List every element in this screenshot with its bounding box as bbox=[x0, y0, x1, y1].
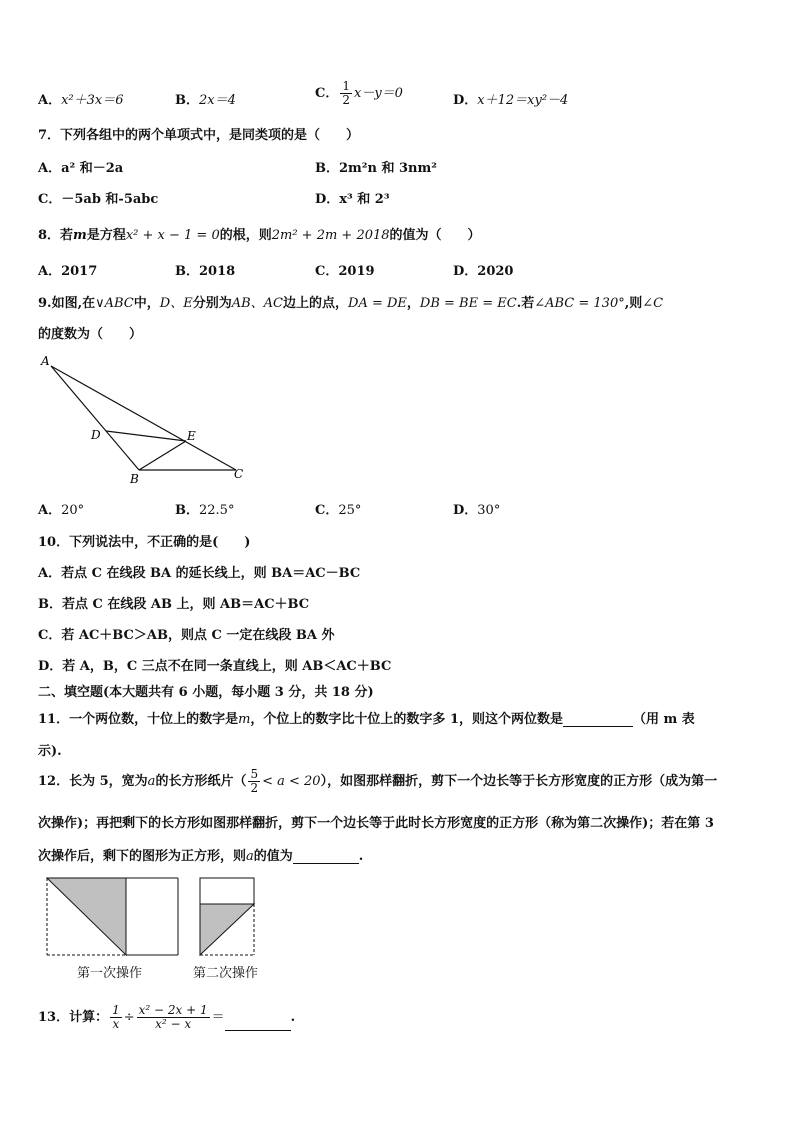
point-label-d: D bbox=[91, 428, 101, 442]
q8-option-a: A．2017 bbox=[38, 264, 98, 279]
point-label-b: B bbox=[130, 472, 139, 486]
fraction-denominator: 2 bbox=[250, 781, 259, 796]
text: ,则 bbox=[624, 296, 643, 311]
folded-triangle bbox=[200, 904, 254, 955]
option-label: A． bbox=[38, 93, 62, 108]
option-label: D． bbox=[453, 93, 478, 108]
q13-stem bbox=[38, 1004, 295, 1031]
fraction bbox=[110, 1004, 122, 1031]
math-expr: DB = BE = EC bbox=[419, 296, 517, 311]
q6-option-d bbox=[453, 89, 568, 108]
q6-option-a bbox=[38, 89, 124, 108]
text: . bbox=[358, 849, 364, 864]
q10-stem: 10．下列说法中，不正确的是( ) bbox=[38, 535, 251, 550]
answer-blank[interactable] bbox=[293, 848, 359, 864]
fraction-denominator: x bbox=[112, 1017, 120, 1032]
answer-blank[interactable] bbox=[563, 711, 633, 727]
fraction-denominator: x² − x bbox=[155, 1017, 192, 1032]
math-expr: D、E bbox=[159, 296, 193, 311]
math-expr: x² + x − 1 = 0 bbox=[125, 228, 220, 243]
q6-option-b bbox=[175, 89, 236, 108]
caption-second-operation: 第二次操作 bbox=[193, 966, 259, 981]
math-expr: AB、AC bbox=[231, 296, 283, 311]
math-expr: ∨ABC bbox=[95, 296, 134, 311]
q9-option-c bbox=[315, 499, 361, 518]
q10-option-d: D．若 A，B，C 三点不在同一条直线上，则 AB＜AC＋BC bbox=[38, 659, 392, 674]
text: 的值为 bbox=[253, 849, 293, 864]
math-expr: DA = DE bbox=[348, 296, 407, 311]
option-expr: x＋12＝xy²－4 bbox=[477, 93, 569, 108]
option-value: 22.5° bbox=[199, 503, 235, 518]
segment-be bbox=[139, 441, 186, 470]
math-var: a bbox=[246, 849, 254, 864]
q9-stem-line2: 的度数为（ ） bbox=[38, 327, 143, 342]
text: 9.如图,在 bbox=[38, 296, 96, 311]
q7-option-c: C．－5ab 和-5abc bbox=[38, 192, 159, 207]
q7-option-a: A．a² 和－2a bbox=[38, 161, 124, 176]
q11-stem-line2: 示). bbox=[38, 744, 62, 759]
caption-first-operation: 第一次操作 bbox=[77, 966, 143, 981]
text: 11．一个两位数，十位上的数字是 bbox=[38, 712, 239, 727]
math-operator: ÷ bbox=[123, 1010, 135, 1026]
text: ，个位上的数字比十位上的数字多 1，则这个两位数是 bbox=[250, 712, 563, 727]
q9-option-a bbox=[38, 499, 84, 518]
option-label: B． bbox=[175, 93, 199, 108]
folded-triangle bbox=[47, 878, 126, 955]
text: 次操作后，剩下的图形为正方形，则 bbox=[38, 849, 247, 864]
q9-option-d bbox=[453, 499, 500, 518]
math-var: a bbox=[147, 774, 156, 790]
fraction-numerator: x² − 2x + 1 bbox=[138, 1003, 208, 1017]
q12-stem-line3 bbox=[38, 845, 363, 864]
math-expr: ∠C bbox=[642, 296, 664, 311]
option-expr: x－y＝0 bbox=[354, 86, 403, 102]
option-value: 25° bbox=[338, 503, 362, 518]
math-expr: < a < 20 bbox=[262, 774, 321, 790]
first-operation-figure bbox=[44, 875, 184, 957]
fraction bbox=[248, 768, 260, 795]
q11-stem-line1 bbox=[38, 708, 695, 727]
option-expr: x²＋3x＝6 bbox=[61, 93, 124, 108]
math-var: m bbox=[238, 712, 251, 727]
q10-option-c: C．若 AC＋BC＞AB，则点 C 一定在线段 BA 外 bbox=[38, 628, 335, 643]
text: （用 m 表 bbox=[633, 712, 695, 727]
segment-de bbox=[106, 431, 186, 441]
second-operation-figure bbox=[197, 875, 259, 957]
option-label: A． bbox=[38, 503, 62, 518]
fraction-numerator: 1 bbox=[112, 1003, 120, 1017]
point-label-a: A bbox=[41, 354, 50, 368]
q8-option-b: B．2018 bbox=[175, 264, 236, 279]
q6-option-c bbox=[315, 80, 403, 107]
q9-stem-line1 bbox=[38, 292, 663, 311]
text: ， bbox=[406, 296, 420, 311]
math-operator: ＝ bbox=[211, 1010, 225, 1026]
text: 分别为 bbox=[192, 296, 232, 311]
text: .若 bbox=[516, 296, 535, 311]
text: 8．若 bbox=[38, 228, 74, 243]
fraction-numerator: 1 bbox=[342, 79, 350, 93]
option-label: D． bbox=[453, 503, 478, 518]
q10-option-a: A．若点 C 在线段 BA 的延长线上，则 BA＝AC－BC bbox=[38, 566, 361, 581]
q8-option-c: C．2019 bbox=[315, 264, 375, 279]
answer-blank[interactable] bbox=[225, 1015, 291, 1031]
option-value: 20° bbox=[61, 503, 85, 518]
text: ），如图那样翻折，剪下一个边长等于长方形宽度的正方形（成为第一 bbox=[320, 774, 718, 790]
option-value: 30° bbox=[477, 503, 501, 518]
text: 13．计算： bbox=[38, 1010, 109, 1026]
math-expr: 2m² + 2m + 2018 bbox=[271, 228, 390, 243]
q7-option-d: D．x³ 和 2³ bbox=[315, 192, 390, 207]
text: 边上的点， bbox=[283, 296, 349, 311]
q9-triangle-figure bbox=[36, 352, 256, 487]
q7-stem: 7．下列各组中的两个单项式中，是同类项的是（ ） bbox=[38, 128, 360, 143]
fraction bbox=[137, 1004, 210, 1031]
q8-option-d: D．2020 bbox=[453, 264, 514, 279]
option-label: B． bbox=[175, 503, 199, 518]
segment-ac bbox=[51, 366, 236, 470]
segment-ab bbox=[51, 366, 139, 470]
text: 的长方形纸片（ bbox=[155, 774, 247, 790]
math-var: m bbox=[73, 228, 87, 243]
text: 中， bbox=[133, 296, 160, 311]
text: 12．长为 5，宽为 bbox=[38, 774, 148, 790]
q10-option-b: B．若点 C 在线段 AB 上，则 AB＝AC＋BC bbox=[38, 597, 310, 612]
text: 的值为（ ） bbox=[389, 228, 481, 243]
q9-option-b bbox=[175, 499, 234, 518]
q7-option-b: B．2m²n 和 3nm² bbox=[315, 161, 437, 176]
fraction-numerator: 5 bbox=[250, 767, 259, 781]
option-label: C． bbox=[315, 503, 339, 518]
section-heading: 二、填空题(本大题共有 6 小题，每小题 3 分，共 18 分) bbox=[38, 685, 374, 700]
text: . bbox=[290, 1010, 296, 1026]
math-expr: ∠ABC = 130° bbox=[534, 296, 625, 311]
q8-stem bbox=[38, 224, 481, 243]
fraction-denominator: 2 bbox=[342, 93, 350, 108]
q12-stem-line1 bbox=[38, 768, 717, 795]
text: 是方程 bbox=[86, 228, 126, 243]
point-label-c: C bbox=[234, 467, 244, 481]
fraction bbox=[340, 80, 352, 107]
option-expr: 2x＝4 bbox=[199, 93, 236, 108]
text: 的根，则 bbox=[219, 228, 272, 243]
option-label: C． bbox=[315, 86, 339, 102]
point-label-e: E bbox=[187, 429, 196, 443]
q12-stem-line2: 次操作)；再把剩下的长方形如图那样翻折，剪下一个边长等于此时长方形宽度的正方形（称为第二次操作)；若在第 3 bbox=[38, 816, 714, 831]
